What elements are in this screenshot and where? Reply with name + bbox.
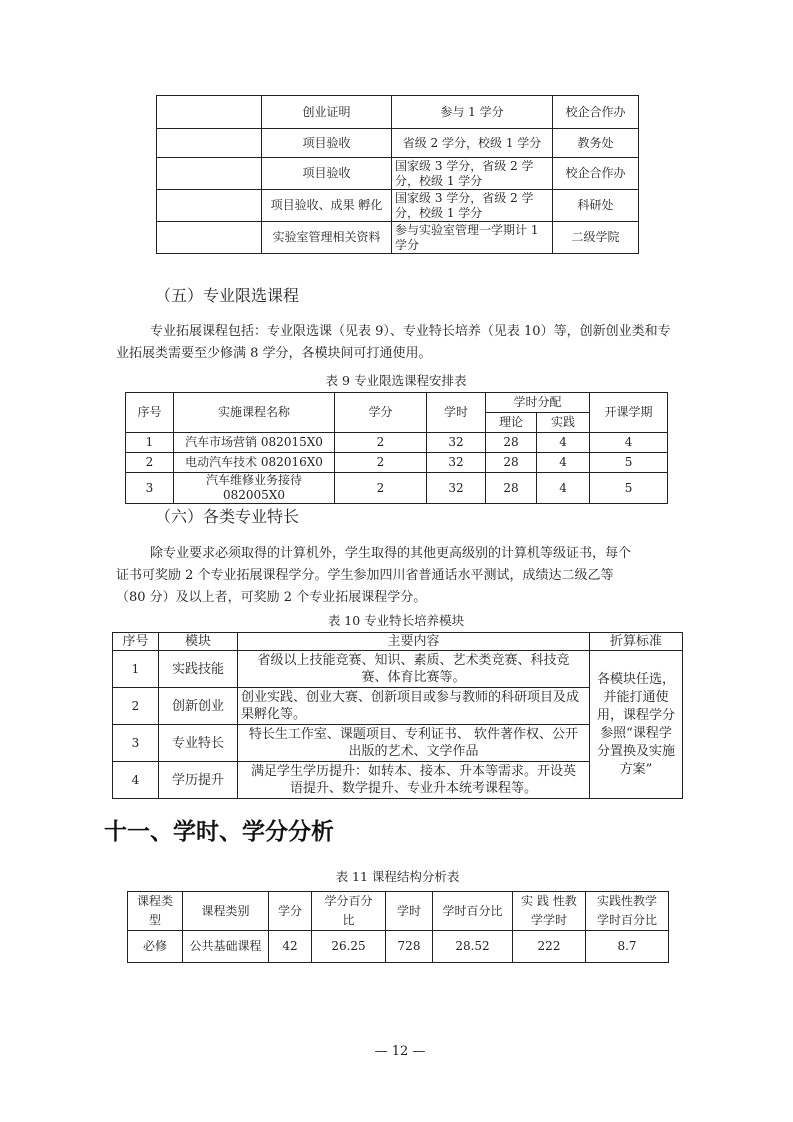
- header-credit-pct: 学分百分比: [312, 892, 386, 931]
- header-no: 序号: [113, 633, 159, 651]
- cell-category: [157, 96, 262, 129]
- cell-no: 1: [126, 433, 174, 453]
- cell-no: 3: [113, 725, 159, 762]
- header-standard: 折算标准: [590, 633, 683, 651]
- section-heading-6: （六）各类专业特长: [155, 507, 300, 526]
- cell-credit: 42: [269, 931, 312, 963]
- cell-content: 省级以上技能竞赛、知识、素质、艺术类竞赛、科技竞赛、体育比赛等。: [238, 651, 590, 688]
- table-11-caption: 表 11 课程结构分析表: [335, 869, 460, 884]
- cell-item: 实验室管理相关资料: [262, 222, 392, 254]
- cell-hours-pct: 28.52: [433, 931, 513, 963]
- header-practice: 实践: [537, 413, 590, 433]
- cell-item: 项目验收、成果 孵化: [262, 190, 392, 222]
- header-course-type: 课程类型: [128, 892, 183, 931]
- cell-theory: 28: [486, 473, 537, 504]
- cell-semester: 5: [590, 453, 668, 473]
- cell-content: 创业实践、创业大赛、创新项目或参与教师的科研项目及成果孵化等。: [238, 688, 590, 725]
- cell-content: 满足学生学历提升：如转本、接本、升本等需求。开设英语提升、数学提升、专业升本统考课程等。: [238, 762, 590, 799]
- table-row: [157, 190, 639, 222]
- cell-credit: 2: [335, 433, 427, 453]
- cell-course-name: 电动汽车技术 082016X0: [174, 453, 335, 473]
- cell-theory: 28: [486, 433, 537, 453]
- header-hours-distribution: 学时分配: [486, 393, 590, 413]
- cell-semester: 5: [590, 473, 668, 504]
- header-semester: 开课学期: [590, 393, 668, 433]
- table-row: [128, 931, 669, 963]
- header-module: 模块: [159, 633, 238, 651]
- cell-credit: 2: [335, 453, 427, 473]
- cell-dept: 校企合作办: [553, 96, 639, 129]
- cell-course-category: 公共基础课程: [183, 931, 269, 963]
- cell-no: 3: [126, 473, 174, 504]
- cell-credit: 参与实验室管理一学期计 1 学分: [392, 222, 553, 254]
- cell-practice: 4: [537, 453, 590, 473]
- cell-dept: 教务处: [553, 129, 639, 158]
- header-course-category: 课程类别: [183, 892, 269, 931]
- cell-no: 1: [113, 651, 159, 688]
- table-row: [126, 473, 668, 504]
- section-6-paragraph-line-2: 证书可奖励 2 个专业拓展课程学分。学生参加四川省普通话水平测试，成绩达二级乙等: [116, 568, 614, 583]
- cell-credit-pct: 26.25: [312, 931, 386, 963]
- cell-hours: 728: [386, 931, 433, 963]
- credit-conversion-table-continued: [156, 95, 639, 254]
- header-hours: 学时: [427, 393, 486, 433]
- specialty-modules-table: [112, 632, 683, 799]
- table-row: [157, 158, 639, 190]
- cell-credit: 国家级 3 学分，省级 2 学分，校级 1 学分: [392, 158, 553, 190]
- cell-no: 2: [126, 453, 174, 473]
- cell-credit: 国家级 3 学分，省级 2 学分，校级 1 学分: [392, 190, 553, 222]
- cell-practice-pct: 8.7: [586, 931, 669, 963]
- table-row: [126, 433, 668, 453]
- cell-practice-hours: 222: [513, 931, 586, 963]
- header-content: 主要内容: [238, 633, 590, 651]
- section-6-paragraph-line-3: （80 分）及以上者，可奖励 2 个专业拓展课程学分。: [116, 590, 427, 605]
- cell-dept: 校企合作办: [553, 158, 639, 190]
- cell-module: 学历提升: [159, 762, 238, 799]
- header-hours: 学时: [386, 892, 433, 931]
- header-credit: 学分: [335, 393, 427, 433]
- cell-category: [157, 158, 262, 190]
- cell-course-type: 必修: [128, 931, 183, 963]
- cell-semester: 4: [590, 433, 668, 453]
- table-9-caption: 表 9 专业限选课程安排表: [325, 373, 467, 388]
- header-course-name: 实施课程名称: [174, 393, 335, 433]
- cell-item: 项目验收: [262, 129, 392, 158]
- section-heading-5: （五）专业限选课程: [155, 286, 300, 305]
- cell-credit: 参与 1 学分: [392, 96, 553, 129]
- cell-no: 4: [113, 762, 159, 799]
- cell-item: 创业证明: [262, 96, 392, 129]
- cell-dept: 二级学院: [553, 222, 639, 254]
- cell-practice: 4: [537, 473, 590, 504]
- table-row: [126, 453, 668, 473]
- page-number: — 12 —: [374, 1044, 426, 1059]
- table-row: [157, 129, 639, 158]
- cell-hours: 32: [427, 453, 486, 473]
- cell-theory: 28: [486, 453, 537, 473]
- section-6-paragraph-line-1: 除专业要求必须取得的计算机外，学生取得的其他更高级别的计算机等级证书，每个: [150, 546, 632, 561]
- cell-item: 项目验收: [262, 158, 392, 190]
- section-5-paragraph: 专业拓展课程包括：专业限选课（见表 9）、专业特长培养（见表 10）等，创新创业类和专业拓展类需要至少修满 8 学分，各模块间可打通使用。: [116, 324, 671, 361]
- cell-category: [157, 129, 262, 158]
- cell-hours: 32: [427, 433, 486, 453]
- header-credit: 学分: [269, 892, 312, 931]
- cell-category: [157, 190, 262, 222]
- cell-module: 实践技能: [159, 651, 238, 688]
- cell-practice: 4: [537, 433, 590, 453]
- cell-course-name: 汽车维修业务接待 082005X0: [174, 473, 335, 504]
- cell-module: 创新创业: [159, 688, 238, 725]
- elective-courses-table: [125, 392, 668, 504]
- header-practice-hours: 实 践 性教学学时: [513, 892, 586, 931]
- table-row: [157, 222, 639, 254]
- table-10-caption: 表 10 专业特长培养模块: [327, 613, 465, 628]
- cell-content: 特长生工作室、课题项目、专利证书、 软件著作权、公开出版的艺术、文学作品: [238, 725, 590, 762]
- cell-standard: 各模块任选，并能打通使用，课程学分参照“课程学分置换及实施方案”: [590, 651, 683, 799]
- cell-hours: 32: [427, 473, 486, 504]
- cell-credit: 2: [335, 473, 427, 504]
- cell-module: 专业特长: [159, 725, 238, 762]
- header-theory: 理论: [486, 413, 537, 433]
- cell-credit: 省级 2 学分，校级 1 学分: [392, 129, 553, 158]
- header-hours-pct: 学时百分比: [433, 892, 513, 931]
- header-no: 序号: [126, 393, 174, 433]
- header-practice-pct: 实践性教学学时百分比: [586, 892, 669, 931]
- cell-no: 2: [113, 688, 159, 725]
- cell-category: [157, 222, 262, 254]
- table-row: [113, 651, 683, 688]
- cell-dept: 科研处: [553, 190, 639, 222]
- table-row: [157, 96, 639, 129]
- chapter-heading-11: 十一、学时、学分分析: [104, 819, 334, 845]
- cell-course-name: 汽车市场营销 082015X0: [174, 433, 335, 453]
- course-structure-analysis-table: [127, 891, 669, 963]
